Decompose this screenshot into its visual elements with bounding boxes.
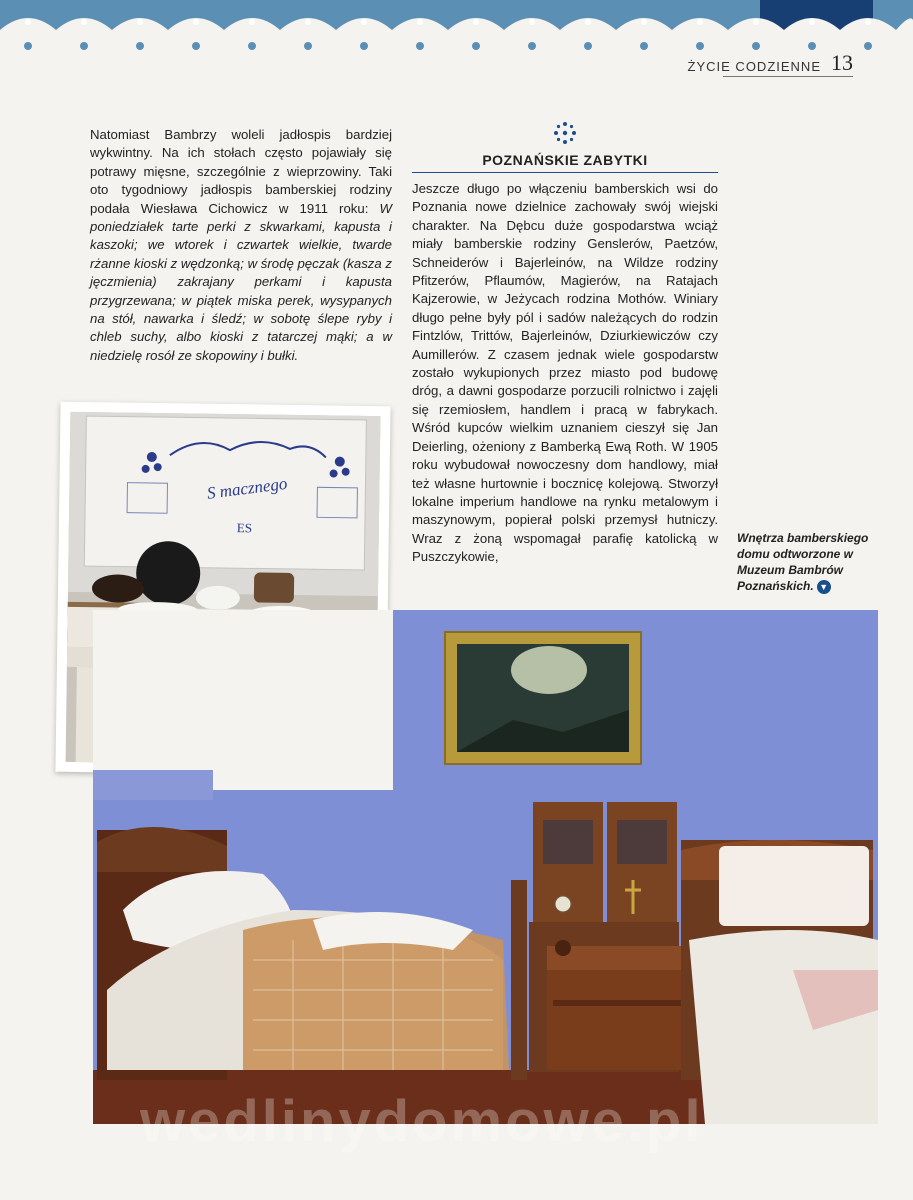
paragraph-intro: Natomiast Bambrzy woleli jadłospis bardziej wykwintny. Na ich stołach często pojawiały się potrawy mięsne, szczególnie z wieprzowiny. Taki oto tygodniowy jadłospis bamberskiej rodziny podała Wiesława Cichowicz w 1911 roku: bbox=[90, 127, 392, 216]
embroidery-initials: ES bbox=[236, 520, 253, 536]
ornament-icon bbox=[552, 120, 578, 146]
caption-text: Wnętrza bamberskiego domu odtworzone w Muzeum Bambrów Poznańskich. bbox=[737, 531, 869, 593]
embroidery-text: S macznego bbox=[205, 473, 289, 503]
box-header bbox=[412, 120, 718, 173]
page-number: 13 bbox=[831, 50, 853, 75]
bedroom-photo-drawing bbox=[93, 610, 878, 1124]
arrow-down-icon: ▼ bbox=[817, 580, 831, 594]
photo-caption bbox=[737, 530, 877, 594]
weekly-menu-quote: W poniedziałek tarte perki z skwarkami, kapusta i kaszoki; we wtorek i czwartek wielkie, twarde rżanne kioski z wędzonką; w środę pęczak (kasza z jęczmienia) zakrajany perkami i kapusta przygrzewana; w piątek miska perek, wysypanych na stół, nawarka i śledź; w sobotę ślepe ryby i chleb suchy, albo kioski z tatarczej mąki; a w niedzielę rosół ze skopowiny i bułki. bbox=[90, 200, 392, 363]
watermark: wedlinydomowe.pl bbox=[140, 1089, 704, 1154]
page-header bbox=[688, 50, 853, 76]
box-title: POZNAŃSKIE ZABYTKI bbox=[412, 152, 718, 173]
photo-bedroom-interior bbox=[93, 610, 878, 1124]
section-label: ŻYCIE CODZIENNE bbox=[687, 59, 821, 74]
header-rule bbox=[723, 76, 853, 77]
left-column-text bbox=[90, 126, 392, 365]
box-text: Jeszcze długo po włączeniu bamberskich wsi do Poznania nowe dzielnice zachowały swój wiejski charakter. Na Dębcu duże gospodarstwa wciąż miały bamberskie rodziny Genslerów, Paetzów, Schneiderów i Bajerleinów, na Wildze rodziny Pfitzerów, Pflaumów, Magierów, na Ratajach Kajzerowie, w Jeżycach rodzina Mothów. Winiary długo pełne były pól i sadów należących do rodzin Fintzlów, Trittów, Bajerleinów, Dziurkiewiczów czy Aumillerów. Z czasem jednak wiele gospodarstw zostało wykupionych przez miasto pod budowę dróg, a dawni gospodarze porzucili rolnictwo i zajęli się rzemiosłem, handlem i pracą w fabrykach. Wśród kupców wielkim uznaniem cieszył się Jan Deierling, ożeniony z Bamberką Ewą Roth. W 1905 roku wybudował nowoczesny dom handlowy, miał też własne hurtownie i bocznicę kolejową. Stworzył lokalne imperium handlowe na rynku metalowym i maszynowym, popierał polski przemysł hutniczy. Wraz z żoną wspomagał parafię katolicką w Puszczykowie, bbox=[412, 181, 718, 565]
